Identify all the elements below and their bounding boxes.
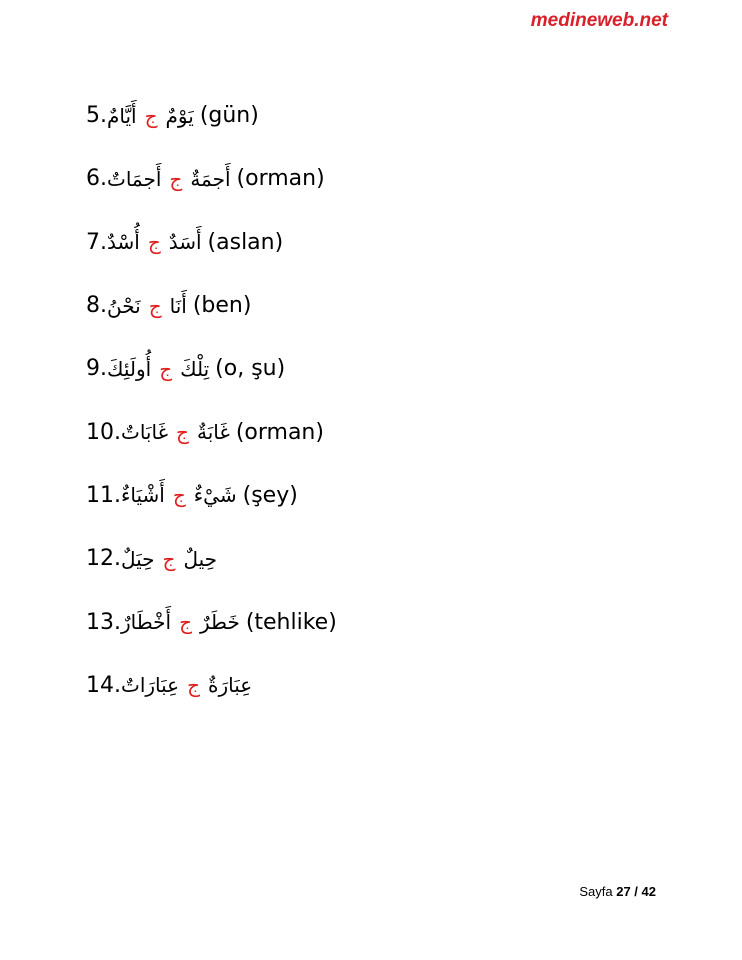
vocab-entry bbox=[86, 590, 646, 653]
entry-number: 7. bbox=[86, 229, 107, 255]
turkish-meaning: (o, şu) bbox=[215, 356, 286, 382]
vocab-entry bbox=[86, 211, 646, 274]
entry-number: 14. bbox=[86, 672, 121, 698]
vocab-entry bbox=[86, 527, 646, 590]
vocab-entry bbox=[86, 147, 646, 210]
vocab-entry bbox=[86, 400, 646, 463]
singular-word: أَجمَةٌ bbox=[190, 166, 231, 191]
singular-word: غَابَةٌ bbox=[196, 420, 230, 445]
singular-word: خَطَرٌ bbox=[200, 610, 240, 635]
plural-marker: ج bbox=[176, 420, 189, 445]
entry-number: 6. bbox=[86, 166, 107, 192]
page-number bbox=[579, 884, 656, 899]
plural-word: حِيَلٌ bbox=[121, 546, 155, 571]
plural-marker: ج bbox=[144, 103, 158, 128]
vocab-entry bbox=[86, 84, 646, 147]
entry-number: 9. bbox=[86, 356, 107, 382]
vocab-entry bbox=[86, 464, 646, 527]
singular-word: أَسَدٌ bbox=[168, 230, 202, 255]
vocab-entry bbox=[86, 654, 646, 717]
vocab-entry bbox=[86, 337, 646, 400]
entry-number: 12. bbox=[86, 546, 121, 572]
entry-number: 11. bbox=[86, 482, 121, 508]
plural-marker: ج bbox=[147, 230, 161, 255]
plural-marker: ج bbox=[162, 546, 176, 571]
plural-word: أَخْطَارٌ bbox=[121, 610, 172, 635]
entry-number: 5. bbox=[86, 103, 107, 129]
vocabulary-list bbox=[86, 84, 646, 717]
page-separator: / bbox=[630, 884, 642, 899]
plural-word: أَشْيَاءٌ bbox=[121, 483, 165, 508]
singular-word: يَوْمٌ bbox=[165, 103, 194, 128]
vocab-entry bbox=[86, 274, 646, 337]
turkish-meaning: (tehlike) bbox=[245, 609, 337, 635]
plural-marker: ج bbox=[179, 610, 192, 635]
singular-word: عِبَارَةٌ bbox=[208, 673, 253, 698]
entry-number: 13. bbox=[86, 609, 121, 635]
plural-marker: ج bbox=[172, 483, 186, 508]
entry-number: 10. bbox=[86, 419, 121, 445]
plural-marker: ج bbox=[148, 293, 162, 318]
plural-word: نَحْنُ bbox=[107, 293, 141, 318]
plural-marker: ج bbox=[187, 673, 201, 698]
plural-word: عِبَارَاتٌ bbox=[121, 673, 180, 698]
site-brand: medineweb.net bbox=[530, 10, 668, 31]
entry-number: 8. bbox=[86, 293, 107, 319]
turkish-meaning: (ben) bbox=[192, 293, 252, 319]
plural-word: أَيَّامٌ bbox=[107, 103, 137, 128]
current-page: 27 bbox=[616, 884, 631, 899]
singular-word: حِيلٌ bbox=[183, 546, 218, 571]
singular-word: تِلْكَ bbox=[180, 356, 210, 381]
plural-word: غَابَاتٌ bbox=[121, 420, 169, 445]
singular-word: أَنَا bbox=[169, 293, 187, 318]
plural-word: أُسْدٌ bbox=[107, 230, 140, 255]
plural-marker: ج bbox=[159, 356, 173, 381]
turkish-meaning: (şey) bbox=[242, 482, 298, 508]
turkish-meaning: (orman) bbox=[235, 419, 324, 445]
turkish-meaning: (orman) bbox=[236, 166, 325, 192]
plural-word: أُولَئِكَ bbox=[107, 356, 152, 381]
singular-word: شَيْءٌ bbox=[193, 483, 237, 508]
turkish-meaning: (aslan) bbox=[207, 229, 284, 255]
total-pages: 42 bbox=[641, 884, 656, 899]
page-label: Sayfa bbox=[579, 884, 613, 899]
plural-word: أَجمَاتٌ bbox=[107, 166, 162, 191]
plural-marker: ج bbox=[169, 166, 183, 191]
turkish-meaning: (gün) bbox=[199, 103, 259, 129]
